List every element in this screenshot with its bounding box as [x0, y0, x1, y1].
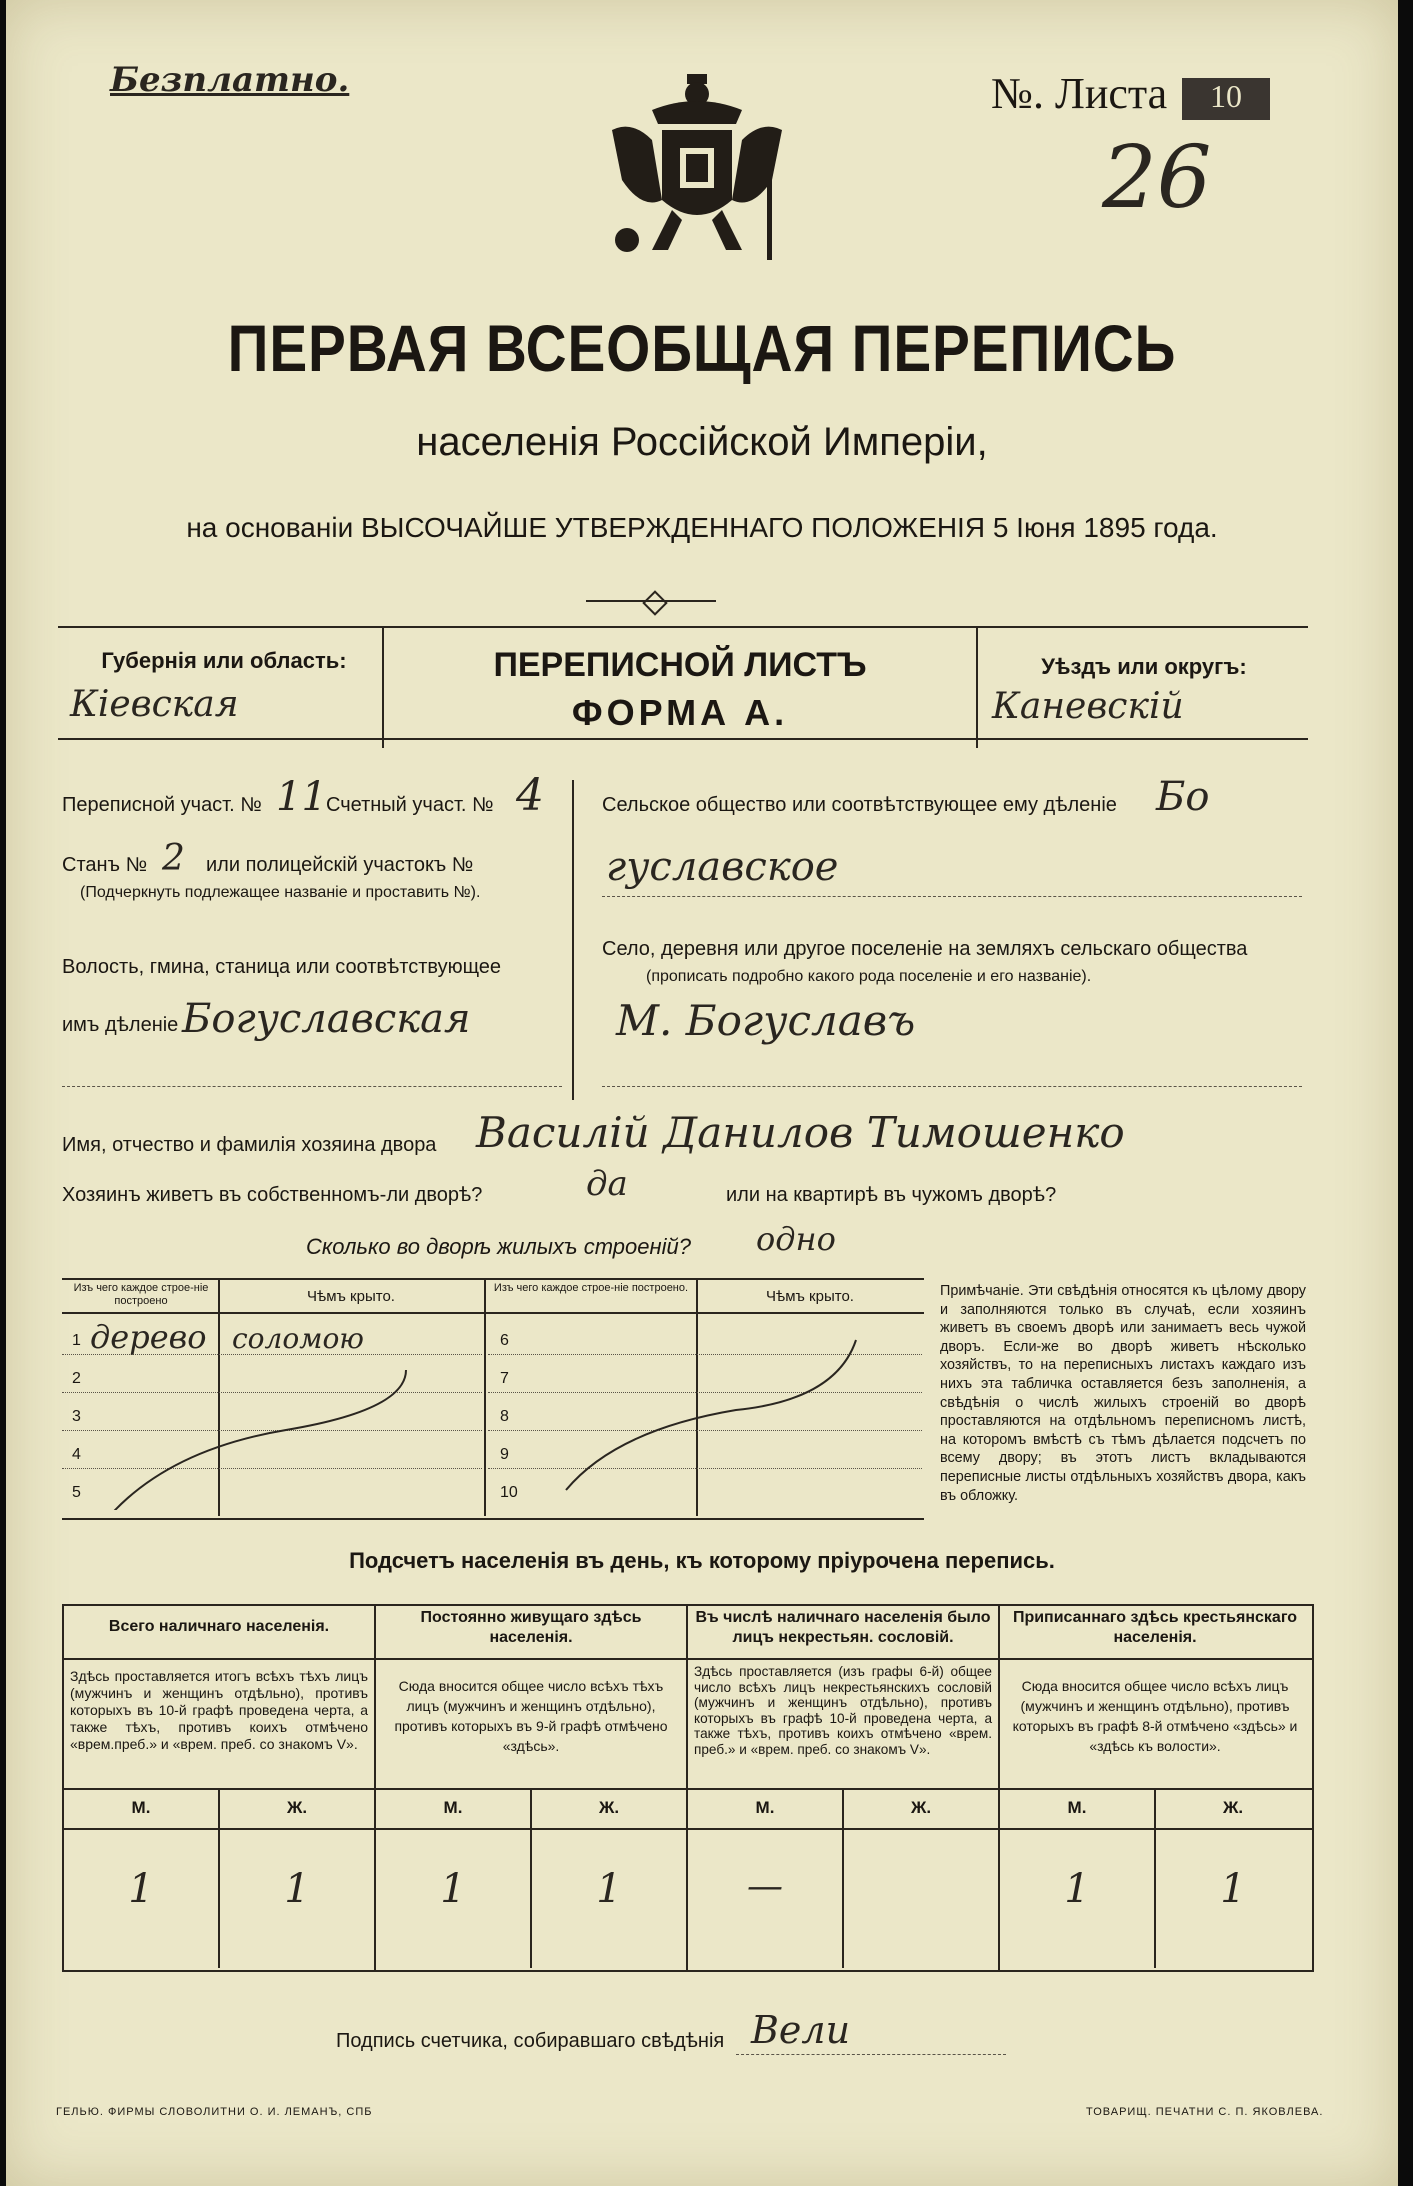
col3-female-header: Ж. [910, 1798, 932, 1817]
ornament-divider-diamond [642, 590, 667, 615]
note-text: Примѣчаніе. Эти свѣдѣнія относятся къ цѣлому двору и заполняются только въ случаѣ, если хозяинъ живетъ въ своемъ дворѣ или занимаетъ весь чужой дворъ. Если-же во дворѣ живетъ нѣсколько хозяйствъ, то на переписныхъ листахъ каждаго изъ нихъ эта табличка оставляется безъ заполненія, а свѣдѣнія о числѣ жилыхъ строеній во дворѣ проставляются на отдѣльномъ переписномъ листѣ, на которомъ вмѣстѣ съ тѣмъ дѣлается подсчетъ по всему двору; въ этотъ листъ вкладываются переписные листы отдѣльныхъ хозяйствъ двора, какъ въ обложку. [940, 1283, 1306, 1504]
village-value: М. Богуславъ [616, 996, 916, 1045]
free-label: Безплатно. [110, 60, 350, 100]
volost-value: Богуславская [182, 996, 471, 1042]
rent-label: или на квартирѣ въ чужомъ дворѣ? [726, 1184, 1057, 1206]
uezd-value: Каневскій [992, 686, 1184, 727]
col4-male-header: М. [1067, 1798, 1087, 1817]
row1-roof-value: соломою [232, 1322, 364, 1355]
col2-male-header: М. [443, 1798, 463, 1817]
col2-female-header: Ж. [598, 1798, 620, 1817]
gubernia-label: Губернія или область: [101, 648, 347, 673]
census-form-sheet [6, 0, 1398, 2186]
census-district-value: 11 [276, 774, 327, 820]
volost-label-2: имъ дѣленіе [62, 1014, 179, 1036]
imperial-eagle-emblem-icon [592, 70, 802, 270]
society-label: Сельское общество или соотвѣтствующее ему дѣленіе [602, 794, 1117, 816]
buildings-count-label: Сколько во дворѣ жилыхъ строеній? [306, 1234, 691, 1259]
village-label-note: (прописать подробно какого рода поселеніе и его названіе). [646, 968, 1092, 985]
count-district-label: Счетный участ. № [326, 794, 494, 816]
row-number: 6 [500, 1332, 509, 1349]
col4-female-header: Ж. [1222, 1798, 1244, 1817]
col-material-header: Изъ чего каждое строе-ніе построено [73, 1282, 209, 1307]
col3-male-value: — [747, 1866, 783, 1907]
stan-label: Станъ № [62, 854, 148, 876]
own-yard-value: да [586, 1164, 628, 1204]
col-roof-header: Чѣмъ крыто. [307, 1288, 395, 1305]
page-title: ПЕРВАЯ ВСЕОБЩАЯ ПЕРЕПИСЬ [227, 311, 1177, 385]
row-number: 7 [500, 1370, 509, 1387]
col-material-header-2: Изъ чего каждое строе-ніе построено. [493, 1282, 689, 1294]
stan-value: 2 [162, 838, 185, 879]
sheet-number-handwritten: 26 [1102, 128, 1212, 228]
footer-typefoundry: ГЕЛЬЮ. ФИРМЫ СЛОВОЛИТНИ О. И. ЛЕМАНЪ, СПБ [56, 2106, 373, 2118]
row-number: 1 [72, 1332, 81, 1349]
form-type: ФОРМА А. [571, 692, 789, 733]
row-number: 2 [72, 1370, 81, 1387]
row-number: 9 [500, 1446, 509, 1463]
col4-title: Приписаннаго здѣсь крестьянскаго населенія. [1012, 1609, 1298, 1646]
volost-label: Волость, гмина, станица или соотвѣтствующее [62, 956, 502, 978]
col2-male-value: 1 [440, 1866, 466, 1912]
row-number: 3 [72, 1408, 81, 1425]
strike-through-strokes [66, 1330, 866, 1510]
col1-title: Всего наличнаго населенія. [108, 1618, 330, 1635]
col-roof-header-2: Чѣмъ крыто. [766, 1288, 854, 1305]
col3-male-header: М. [755, 1798, 775, 1817]
stan-note: (Подчеркнуть подлежащее названіе и проставить №). [80, 884, 481, 901]
census-district-label: Переписной участ. № [62, 794, 262, 816]
signature-label: Подпись счетчика, собиравшаго свѣдѣнія [336, 2030, 725, 2052]
col1-female-value: 1 [284, 1866, 310, 1912]
col1-male-header: М. [131, 1798, 151, 1817]
owner-name-value: Василій Данилов Тимошенко [476, 1108, 1125, 1157]
form-title: ПЕРЕПИСНОЙ ЛИСТЪ [493, 646, 867, 684]
col1-desc: Здѣсь проставляется итогъ всѣхъ тѣхъ лицъ (мужчинъ и женщинъ отдѣльно), противъ которыхъ въ 10-й графѣ проведена черта, а также тѣхъ, противъ коихъ отмѣчено «врем.преб.» и «врем. преб. со знакомъ V». [70, 1668, 368, 1752]
gubernia-value: Кіевская [70, 684, 239, 725]
uezd-label: Уѣздъ или округъ: [1041, 654, 1247, 679]
footer-printer: ТОВАРИЩ. ПЕЧАТНИ С. П. ЯКОВЛЕВА. [1086, 2106, 1324, 2118]
society-value: Бо [1156, 774, 1210, 820]
sheet-number-label: №. Листа [991, 69, 1168, 118]
row-number: 5 [72, 1484, 81, 1501]
col2-title: Постоянно живущаго здѣсь населенія. [420, 1609, 642, 1646]
legal-basis: на основаніи ВЫСОЧАЙШЕ УТВЕРЖДЕННАГО ПОЛОЖЕНІЯ 5 Іюня 1895 года. [186, 512, 1218, 543]
owner-name-label: Имя, отчество и фамилія хозяина двора [62, 1134, 437, 1156]
row-number: 10 [500, 1484, 518, 1501]
stan-suffix: или полицейскій участокъ № [206, 854, 474, 876]
col4-male-value: 1 [1064, 1866, 1090, 1912]
row1-material-value: дерево [90, 1318, 207, 1356]
count-district-value: 4 [516, 770, 544, 821]
village-label: Село, деревня или другое поселеніе на земляхъ сельскаго общества [602, 938, 1248, 960]
row-number: 4 [72, 1446, 81, 1463]
population-heading: Подсчетъ населенія въ день, къ которому пріурочена перепись. [349, 1548, 1055, 1573]
own-yard-label: Хозяинъ живетъ въ собственномъ-ли дворѣ? [62, 1184, 483, 1206]
col4-desc: Сюда вносится общее число всѣхъ лицъ (мужчинъ и женщинъ отдѣльно), противъ которыхъ въ графѣ 8-й отмѣчено «здѣсь» и «здѣсь къ волости». [1012, 1678, 1298, 1754]
buildings-count-value: одно [756, 1220, 836, 1258]
row-number: 8 [500, 1408, 509, 1425]
sheet-number-printed: 10 [1182, 78, 1270, 120]
col3-desc: Здѣсь проставляется (изъ графы 6-й) общее число всѣхъ лицъ некрестьянскихъ сословій (мужчинъ и женщинъ отдѣльно), противъ которыхъ въ графѣ 10-й проведена черта, а также тѣхъ, противъ коихъ отмѣчено «врем. преб.» и «врем. преб. со знакомъ V». [694, 1664, 992, 1757]
society-value-continued: гуславское [606, 844, 839, 890]
col2-desc: Сюда вносится общее число всѣхъ тѣхъ лицъ (мужчинъ и женщинъ отдѣльно), противъ которыхъ въ 9-й графѣ отмѣчено «здѣсь». [394, 1678, 668, 1754]
page-subtitle: населенія Россійской Имперіи, [416, 420, 988, 464]
signature-value: Вели [751, 2008, 851, 2052]
col4-female-value: 1 [1220, 1866, 1246, 1912]
col2-female-value: 1 [596, 1866, 622, 1912]
col1-female-header: Ж. [286, 1798, 308, 1817]
col1-male-value: 1 [128, 1866, 154, 1912]
col3-title: Въ числѣ наличнаго населенія было лицъ некрестьян. сословій. [695, 1609, 991, 1646]
